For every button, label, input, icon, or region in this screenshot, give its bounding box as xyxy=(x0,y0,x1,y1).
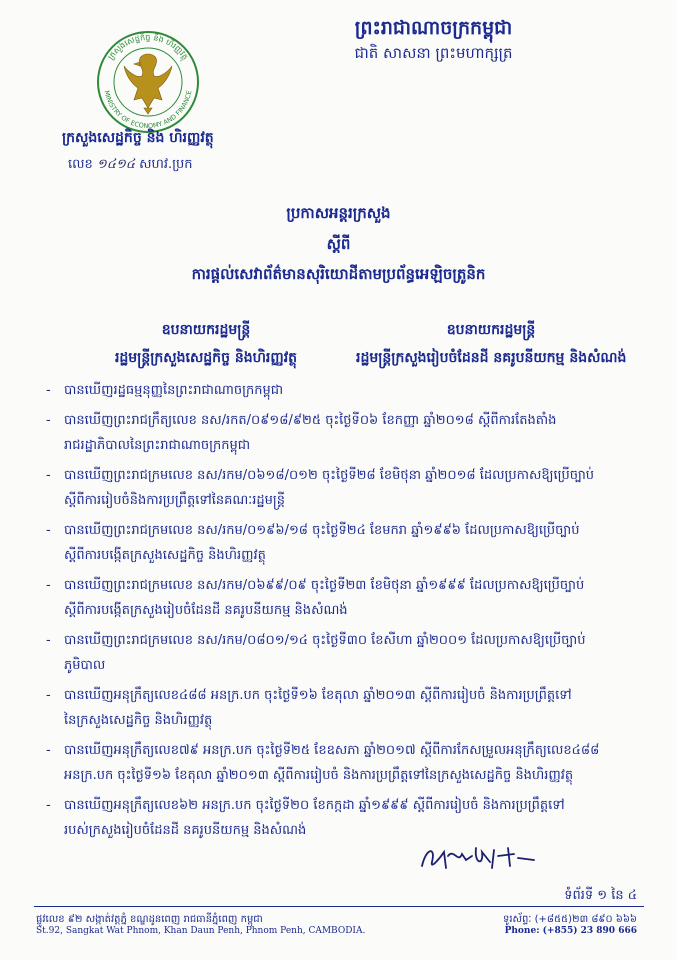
seal-top-text: ក្រសួងសេដ្ឋកិច្ច និង ហិរញ្ញវត្ថុ xyxy=(106,32,190,62)
footer-address-kh: ផ្លូវលេខ ៩២ សង្កាត់វត្តភ្នំ ខណ្ឌដូនពេញ រាជធានីភ្នំពេញ កម្ពុជា xyxy=(36,914,263,925)
footer-phone-en: Phone: (+855) 23 890 666 xyxy=(504,926,637,936)
signatory-left-title: ឧបនាយករដ្ឋមន្ត្រី xyxy=(161,322,251,338)
list-item: - បានឃើញអនុក្រឹត្យលេខ៧៩ អនក្រ.បក ចុះថ្ងៃទី២៥ ខែឧសភា ឆ្នាំ២០១៧ ស្តីពីការកែសម្រួលអនុក្រឹត្យលេខ៤៨៨ អនក្រ.បក ចុះថ្ងៃទី១៦ ខែតុលា ឆ្នាំ២០១៣ ស្តីពីការរៀបចំ និងការប្រព្រឹត្តទៅនៃក្រសួងសេដ្ឋកិច្ច និងហិរញ្ញវត្ថុ xyxy=(46,743,600,783)
list-item: - បានឃើញរដ្ឋធម្មនុញ្ញនៃព្រះរាជាណាចក្រកម្ពុជា xyxy=(46,383,284,398)
page-number: ទំព័រទី ១ នៃ ៤ xyxy=(564,888,637,903)
list-item: - បានឃើញព្រះរាជក្រមលេខ នស/រកម/០១៩៦/១៨ ចុះថ្ងៃទី២៤ ខែមករា ឆ្នាំ១៩៩៦ ដែលប្រកាសឱ្យប្រើច្បាប់ ស្តីពីការបង្កើតក្រសួងសេដ្ឋកិច្ច និងហិរញ្ញវត្ថុ xyxy=(46,523,580,563)
legal-basis-list xyxy=(46,378,658,848)
footer-phone-kh: ទូរស័ព្ទៈ (+៨៥៥)២៣ ៨៩០ ៦៦៦ xyxy=(503,914,637,925)
list-item: - បានឃើញព្រះរាជក្រមលេខ នស/រកម/០៦៩៩/០៩ ចុះថ្ងៃទី២៣ ខែមិថុនា ឆ្នាំ១៩៩៩ ដែលប្រកាសឱ្យប្រើច្បាប់ ស្តីពីការបង្កើតក្រសួងរៀបចំដែនដី នគរូបនីយកម្ម និងសំណង់ xyxy=(46,578,585,618)
seal-bottom-text: MINISTRY OF ECONOMY AND FINANCE xyxy=(102,89,194,131)
signatory-left-role: រដ្ឋមន្ត្រីក្រសួងសេដ្ឋកិច្ច និងហិរញ្ញវត្ថុ xyxy=(114,350,298,366)
footer-divider xyxy=(34,906,644,907)
document-type: ប្រកាសអន្តរក្រសួង xyxy=(286,204,391,222)
handwritten-initials xyxy=(418,838,538,878)
national-motto: ជាតិ សាសនា ព្រះមហាក្សត្រ xyxy=(354,44,513,62)
ref-number: ១៤១៤ xyxy=(96,157,135,172)
ref-prefix: លេខ xyxy=(68,157,93,172)
kingdom-title: ព្រះរាជាណាចក្រកម្ពុជា xyxy=(354,17,513,39)
signatory-right-title: ឧបនាយករដ្ឋមន្ត្រី xyxy=(446,322,536,338)
document-subject: ការផ្តល់សេវាព័ត៌មានសុរិយោដីតាមប្រព័ន្ធអេឡិចត្រូនិក xyxy=(191,265,486,283)
list-item: - បានឃើញព្រះរាជក្រមលេខ នស/រកម/០៨០១/១៤ ចុះថ្ងៃទី៣០ ខែសីហា ឆ្នាំ២០០១ ដែលប្រកាសឱ្យប្រើច្បាប់ ភូមិបាល xyxy=(46,633,586,673)
ministry-name: ក្រសួងសេដ្ឋកិច្ច និង ហិរញ្ញវត្ថុ xyxy=(62,130,214,146)
reference-number xyxy=(68,156,193,175)
signatory-right xyxy=(356,316,626,372)
ref-suffix: សហវ.ប្រក xyxy=(139,157,193,172)
document-about: ស្តីពី xyxy=(326,235,351,253)
list-item: - បានឃើញអនុក្រឹត្យលេខ៦២ អនក្រ.បក ចុះថ្ងៃទី២០ ខែកក្កដា ឆ្នាំ១៩៩៩ ស្តីពីការរៀបចំ និងការប្រព្រឹត្តទៅ របស់ក្រសួងរៀបចំដែនដី នគរូបនីយកម្ម និងសំណង់ xyxy=(46,798,565,838)
signatory-right-role: រដ្ឋមន្ត្រីក្រសួងរៀបចំដែនដី នគរូបនីយកម្ម និងសំណង់ xyxy=(356,350,627,366)
signatory-left xyxy=(86,316,326,372)
list-item: - បានឃើញអនុក្រឹត្យលេខ៤៨៨ អនក្រ.បក ចុះថ្ងៃទី១៦ ខែតុលា ឆ្នាំ២០១៣ ស្តីពីការរៀបចំ និងការប្រព្រឹត្តទៅ នៃក្រសួងសេដ្ឋកិច្ច និងហិរញ្ញវត្ថុ xyxy=(46,688,572,728)
list-item: - បានឃើញព្រះរាជក្រឹត្យលេខ នស/រកត/០៩១៨/៩២៥ ចុះថ្ងៃទី០៦ ខែកញ្ញា ឆ្នាំ២០១៨ ស្តីពីការតែងតាំង រាជរដ្ឋាភិបាលនៃព្រះរាជាណាចក្រកម្ពុជា xyxy=(46,413,557,453)
list-item: - បានឃើញព្រះរាជក្រមលេខ នស/រកម/០៦១៨/០១២ ចុះថ្ងៃទី២៨ ខែមិថុនា ឆ្នាំ២០១៨ ដែលប្រកាសឱ្យប្រើច្បាប់ ស្តីពីការរៀបចំនិងការប្រព្រឹត្តទៅនៃគណៈរដ្ឋមន្ត្រី xyxy=(46,468,595,508)
footer-address-en: St.92, Sangkat Wat Phnom, Khan Daun Penh, Phnom Penh, CAMBODIA. xyxy=(36,926,366,936)
